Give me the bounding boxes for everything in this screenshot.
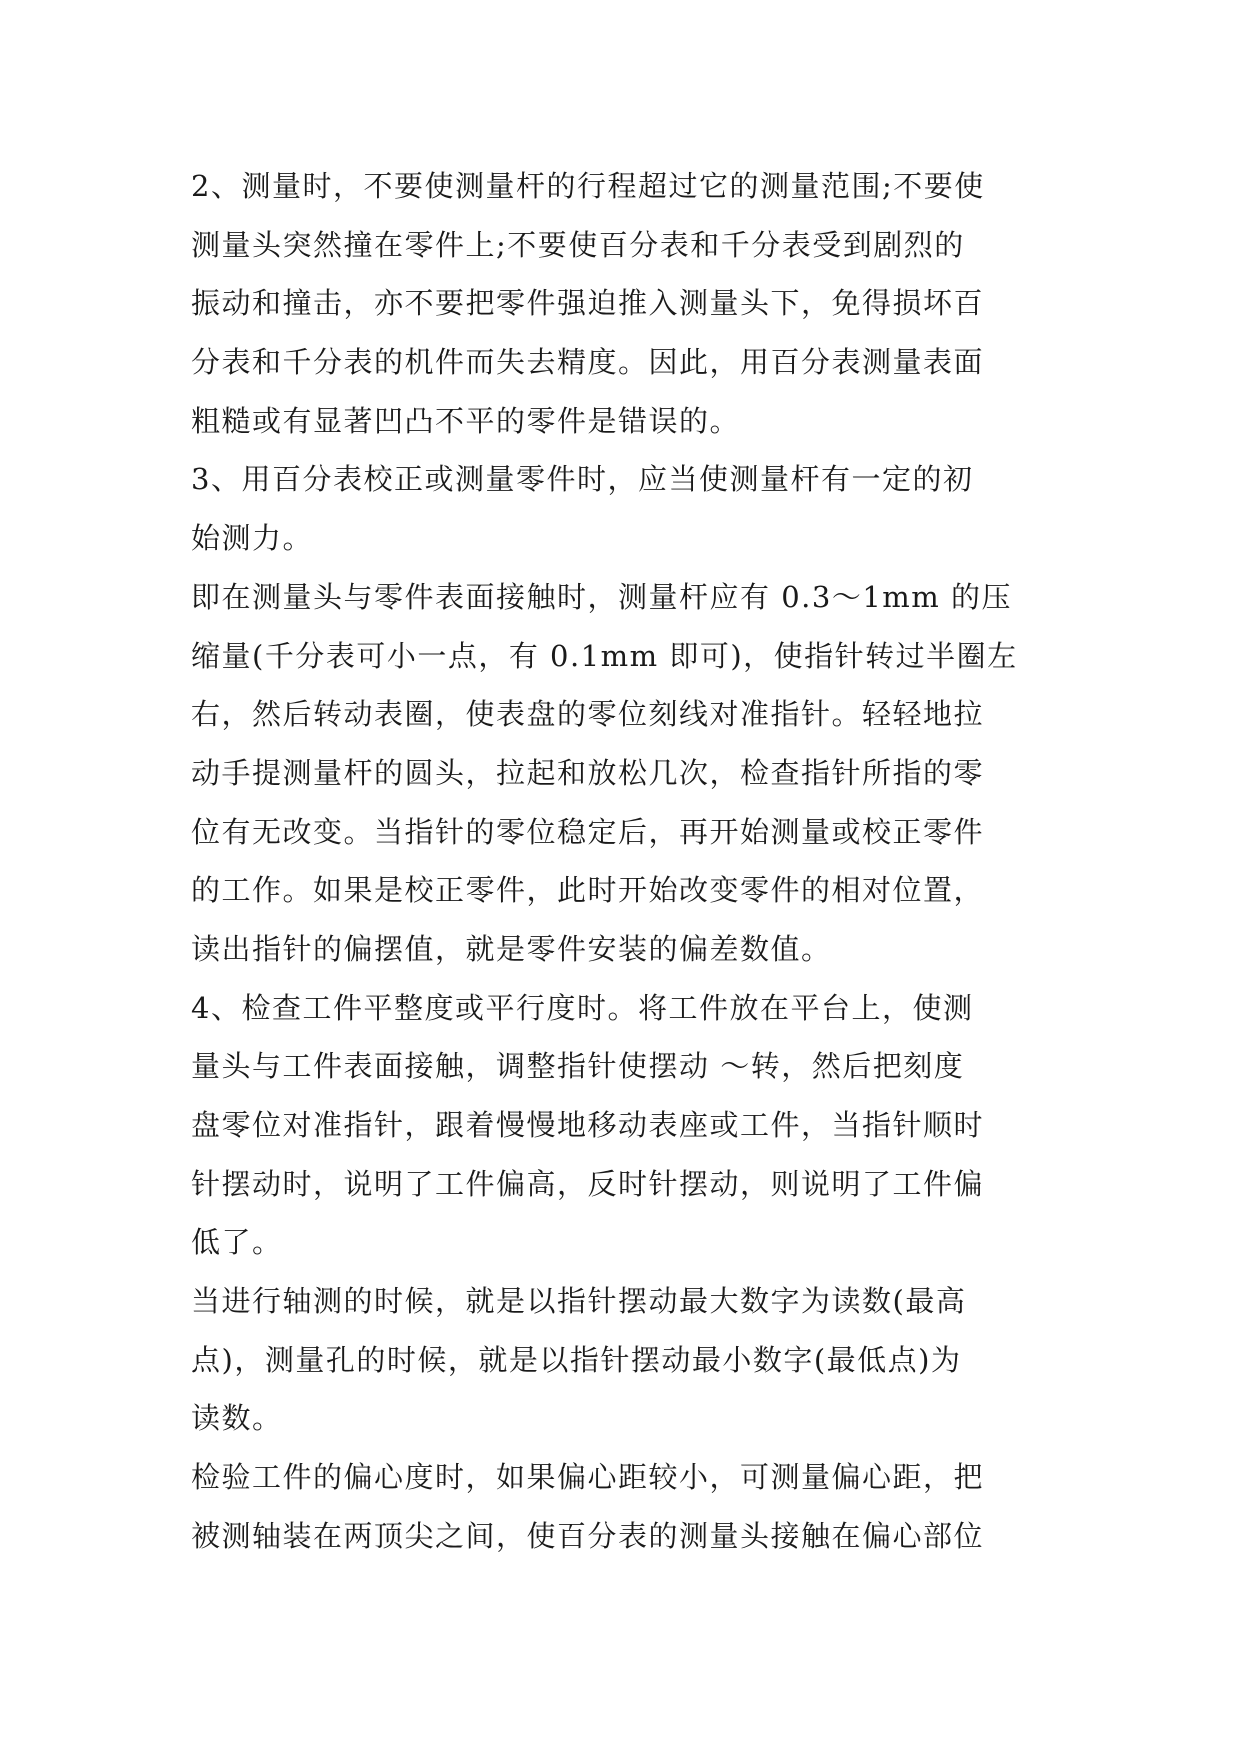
text-line: 振动和撞击，亦不要把零件强迫推入测量头下，免得损坏百 — [191, 286, 985, 321]
text-line: 读数。 — [191, 1401, 283, 1436]
text-line: 始测力。 — [191, 521, 314, 556]
text-line: 点)，测量孔的时候，就是以指针摆动最小数字(最低点)为 — [191, 1342, 962, 1377]
text-line: 被测轴装在两顶尖之间，使百分表的测量头接触在偏心部位 — [191, 1518, 985, 1553]
text-line: 缩量(千分表可小一点，有 0.1mm 即可)，使指针转过半圈左 — [191, 638, 1018, 673]
text-line: 的工作。如果是校正零件，此时开始改变零件的相对位置， — [191, 873, 985, 908]
text-line: 2、测量时，不要使测量杆的行程超过它的测量范围;不要使 — [191, 169, 985, 203]
text-line: 盘零位对准指针，跟着慢慢地移动表座或工件，当指针顺时 — [191, 1108, 985, 1142]
text-line: 4、检查工件平整度或平行度时。将工件放在平台上，使测 — [191, 990, 974, 1025]
text-line: 针摆动时，说明了工件偏高，反时针摆动，则说明了工件偏 — [191, 1166, 985, 1201]
text-line: 低了。 — [191, 1225, 283, 1260]
text-line: 动手提测量杆的圆头，拉起和放松几次，检查指针所指的零 — [191, 755, 985, 790]
text-line: 位有无改变。当指针的零位稳定后，再开始测量或校正零件 — [191, 814, 985, 849]
text-line: 量头与工件表面接触，调整指针使摆动 ～转，然后把刻度 — [191, 1049, 965, 1084]
text-line: 右，然后转动表圈，使表盘的零位刻线对准指针。轻轻地拉 — [191, 697, 985, 732]
text-line: 当进行轴测的时候，就是以指针摆动最大数字为读数(最高 — [191, 1284, 967, 1319]
text-line: 即在测量头与零件表面接触时，测量杆应有 0.3～1mm 的压 — [191, 579, 1013, 614]
text-line: 检验工件的偏心度时，如果偏心距较小，可测量偏心距，把 — [191, 1460, 985, 1495]
text-line: 测量头突然撞在零件上;不要使百分表和千分表受到剧烈的 — [191, 227, 965, 262]
text-line: 3、用百分表校正或测量零件时，应当使测量杆有一定的初 — [191, 462, 974, 497]
text-line: 读出指针的偏摆值，就是零件安装的偏差数值。 — [191, 931, 832, 966]
text-line: 粗糙或有显著凹凸不平的零件是错误的。 — [191, 403, 741, 438]
text-line: 分表和千分表的机件而失去精度。因此，用百分表测量表面 — [191, 345, 985, 380]
document-body — [191, 157, 1051, 1566]
